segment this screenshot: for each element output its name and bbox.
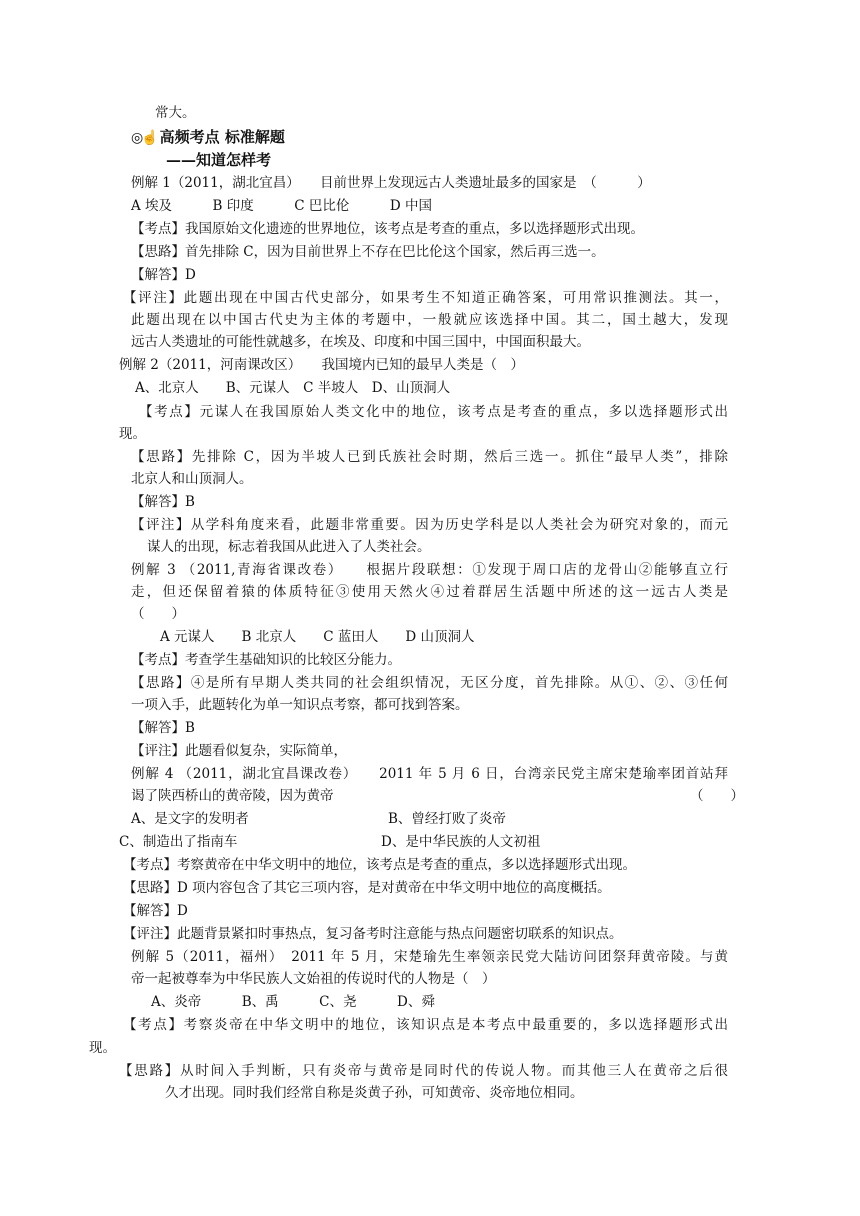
example-3-blank: （ ） (131, 606, 185, 622)
example-1-answer: 【解答】D (131, 267, 196, 283)
example-4-silu: 【思路】D 项内容包含了其它三项内容，是对黄帝在中华文明中地位的高度概括。 (123, 880, 611, 896)
example-3-question: 例解 3 （2011,青海省课改卷） 根据片段联想：①发现于周口店的龙骨山②能够直立行 (131, 562, 728, 578)
example-2-question: 例解 2（2011，河南课改区） 我国境内已知的最早人类是（ ） (119, 357, 524, 373)
example-4-option-d: D、是中华民族的人文初祖 (381, 834, 541, 850)
example-1-pingzhu: 【评注】此题出现在中国古代史部分，如果考生不知道正确答案，可用常识推测法。其一， (123, 290, 728, 306)
section-subheading: ——知道怎样考 (166, 151, 272, 169)
text-line: 常大。 (155, 105, 196, 121)
example-3-kaodian: 【考点】考查学生基础知识的比较区分能力。 (131, 652, 401, 668)
example-5-kaodian: 【考点】考察炎帝在中华文明中的地位，该知识点是本考点中最重要的，多以选择题形式出 (123, 1017, 728, 1033)
example-4-pingzhu: 【评注】此题背景紧扣时事热点，复习备考时注意能与热点问题密切联系的知识点。 (123, 926, 623, 942)
example-5-silu-cont: 久才出现。同时我们经常自称是炎黄子孙，可知黄帝、炎帝地位相同。 (165, 1085, 584, 1101)
example-3-answer: 【解答】B (131, 720, 195, 736)
pointing-hand-icon: ◎☝ (131, 130, 157, 146)
example-4-question: 例解 4 （2011，湖北宜昌课改卷） 2011 年 5 月 6 日，台湾亲民党主席宋楚瑜率团首站拜 (131, 766, 728, 782)
example-4-question-cont: 谒了陕西桥山的黄帝陵，因为黄帝 (131, 788, 334, 804)
example-4-option-c: C、制造出了指南车 (119, 834, 238, 850)
example-2-kaodian: 【考点】元谋人在我国原始人类文化中的地位，该考点是考查的重点，多以选择题形式出 (139, 404, 728, 420)
example-4-kaodian: 【考点】考察黄帝在中华文明中的地位，该考点是考查的重点，多以选择题形式出现。 (123, 857, 636, 873)
example-1-question: 例解 1（2011，湖北宜昌） 目前世界上发现远古人类遗址最多的国家是 （ ） (131, 175, 651, 191)
example-5-kaodian-cont: 现。 (89, 1040, 116, 1056)
example-1-pingzhu-cont: 远古人类遗址的可能性就越多，在埃及、印度和中国三国中，中国面积最大。 (131, 334, 590, 350)
example-2-pingzhu: 【评注】从学科角度来看，此题非常重要。因为历史学科是以人类社会为研究对象的，而元 (131, 517, 728, 533)
example-2-silu-cont: 北京人和山顶洞人。 (131, 471, 253, 487)
example-2-answer: 【解答】B (131, 494, 195, 510)
example-4-option-b: B、曾经打败了炎帝 (388, 811, 506, 827)
example-1-kaodian: 【考点】我国原始文化遗迹的世界地位，该考点是考查的重点，多以选择题形式出现。 (131, 221, 644, 237)
example-4-blank: （ ） (690, 788, 744, 804)
example-3-pingzhu: 【评注】此题看似复杂，实际简单， (131, 743, 347, 759)
example-1-options: A 埃及 B 印度 C 巴比伦 D 中国 (131, 198, 432, 214)
example-1-pingzhu-cont: 此题出现在以中国古代史为主体的考题中，一般就应该选择中国。其二，国土越大，发现 (131, 312, 728, 328)
example-4-option-a: A、是文字的发明者 (131, 811, 249, 827)
example-5-question: 例解 5（2011，福州） 2011 年 5 月，宋楚瑜先生率领亲民党大陆访问团祭拜黄帝陵。与黄 (131, 949, 728, 965)
example-3-options: A 元谋人 B 北京人 C 蓝田人 D 山顶洞人 (160, 629, 475, 645)
example-3-silu-cont: 一项入手，此题转化为单一知识点考察，都可找到答案。 (131, 697, 469, 713)
example-1-silu: 【思路】首先排除 C，因为目前世界上不存在巴比伦这个国家，然后再三选一。 (131, 244, 605, 260)
example-2-pingzhu-cont: 谋人的出现，标志着我国从此进入了人类社会。 (147, 539, 431, 555)
example-2-silu: 【思路】先排除 C，因为半坡人已到氏族社会时期，然后三选一。抓住“最早人类”，排除 (131, 449, 728, 465)
example-5-silu: 【思路】从时间入手判断，只有炎帝与黄帝是同时代的传说人物。而其他三人在黄帝之后很 (119, 1063, 728, 1079)
example-3-question-cont: 走，但还保留着猿的体质特征③使用天然火④过着群居生活题中所述的这一远古人类是 (131, 584, 728, 600)
example-3-silu: 【思路】④是所有早期人类共同的社会组织情况，无区分度，首先排除。从①、②、③任何 (131, 675, 728, 691)
example-2-kaodian-cont: 现。 (119, 426, 146, 442)
example-2-options: A、北京人 B、元谋人 C 半坡人 D、山顶洞人 (135, 380, 451, 396)
example-4-answer: 【解答】D (123, 903, 188, 919)
example-5-options: A、炎帝 B、禹 C、尧 D、舜 (151, 994, 435, 1010)
example-5-question-cont: 帝一起被尊奉为中华民族人文始祖的传说时代的人物是（ ） (131, 971, 496, 987)
section-heading (131, 127, 285, 147)
section-heading-text: 高频考点 标准解题 (159, 128, 285, 146)
